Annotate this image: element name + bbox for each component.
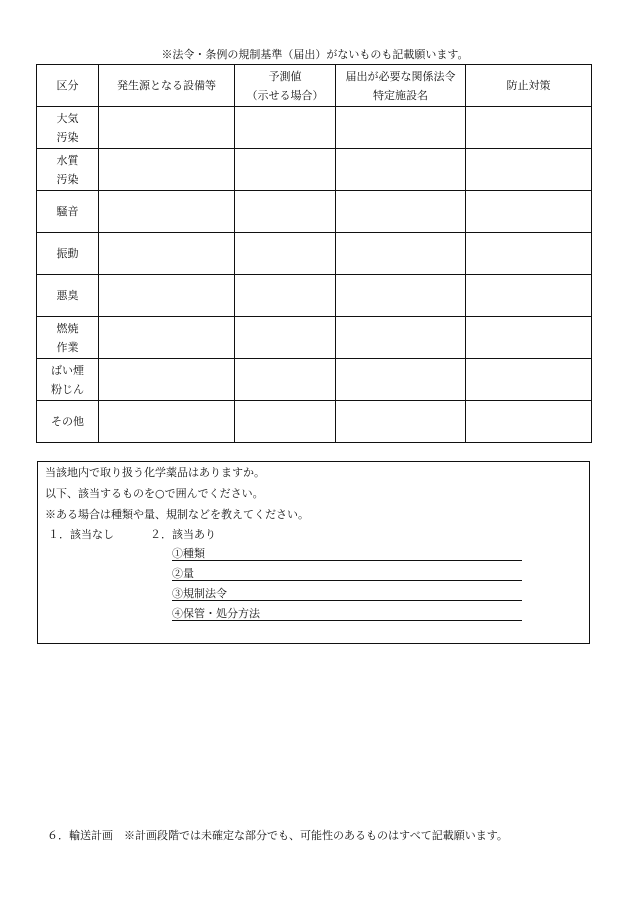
- law-facility-cell[interactable]: [336, 233, 466, 275]
- category-cell: [37, 233, 99, 275]
- header-category: [37, 65, 99, 107]
- category-label: 大気 汚染: [56, 111, 79, 144]
- countermeasure-cell[interactable]: [466, 359, 592, 401]
- source-equipment-cell[interactable]: [99, 359, 235, 401]
- header-law-facility: [336, 65, 466, 107]
- table-row: [37, 233, 592, 275]
- predicted-value-cell[interactable]: [235, 149, 336, 191]
- category-cell: [37, 149, 99, 191]
- predicted-value-cell[interactable]: [235, 107, 336, 149]
- chemical-amount-field[interactable]: ②量: [172, 567, 522, 581]
- law-facility-cell[interactable]: [336, 359, 466, 401]
- category-label: 騒音: [56, 205, 79, 218]
- countermeasure-cell[interactable]: [466, 191, 592, 233]
- category-label: 悪臭: [56, 289, 79, 302]
- header-source-equipment: [99, 65, 235, 107]
- chemicals-note: ※ある場合は種類や量、規制などを教えてください。: [45, 508, 309, 521]
- chemicals-box: [37, 461, 590, 644]
- category-cell: [37, 275, 99, 317]
- table-row: [37, 107, 592, 149]
- countermeasure-cell[interactable]: [466, 149, 592, 191]
- law-facility-cell[interactable]: [336, 149, 466, 191]
- header-countermeasure-label: 防止対策: [506, 79, 551, 92]
- category-cell: [37, 401, 99, 443]
- chemical-storage-disposal-field[interactable]: ④保管・処分方法: [172, 607, 522, 621]
- header-predicted-value: [235, 65, 336, 107]
- category-cell: [37, 191, 99, 233]
- category-label: 燃焼 作業: [56, 321, 79, 354]
- source-equipment-cell[interactable]: [99, 149, 235, 191]
- source-equipment-cell[interactable]: [99, 401, 235, 443]
- countermeasure-cell[interactable]: [466, 233, 592, 275]
- law-facility-cell[interactable]: [336, 191, 466, 233]
- source-equipment-cell[interactable]: [99, 107, 235, 149]
- table-row: [37, 359, 592, 401]
- category-label: ばい煙 粉じん: [51, 363, 84, 396]
- source-equipment-cell[interactable]: [99, 191, 235, 233]
- source-equipment-cell[interactable]: [99, 317, 235, 359]
- option-some[interactable]: ２．該当あり: [150, 528, 216, 541]
- category-cell: [37, 107, 99, 149]
- category-cell: [37, 317, 99, 359]
- chemicals-question: 当該地内で取り扱う化学薬品はありますか。: [45, 466, 265, 479]
- header-countermeasure: [466, 65, 592, 107]
- countermeasure-cell[interactable]: [466, 317, 592, 359]
- table-header-row: [37, 65, 592, 107]
- table-body: [37, 107, 592, 443]
- table-row: [37, 317, 592, 359]
- predicted-value-cell[interactable]: [235, 359, 336, 401]
- environment-table: [36, 64, 592, 443]
- law-facility-cell[interactable]: [336, 401, 466, 443]
- source-equipment-cell[interactable]: [99, 275, 235, 317]
- table-row: [37, 149, 592, 191]
- law-facility-cell[interactable]: [336, 107, 466, 149]
- option-none[interactable]: １．該当なし: [48, 528, 114, 541]
- countermeasure-cell[interactable]: [466, 401, 592, 443]
- countermeasure-cell[interactable]: [466, 275, 592, 317]
- header-predicted-value-label: 予測値 （示せる場合）: [246, 69, 324, 102]
- transport-plan-heading: ６．輸送計画 ※計画段階では未確定な部分でも、可能性のあるものはすべて記載願います。: [47, 829, 508, 842]
- category-cell: [37, 359, 99, 401]
- countermeasure-cell[interactable]: [466, 107, 592, 149]
- category-label: 振動: [56, 247, 79, 260]
- category-label: その他: [51, 415, 84, 428]
- predicted-value-cell[interactable]: [235, 191, 336, 233]
- table-row: [37, 191, 592, 233]
- law-facility-cell[interactable]: [336, 317, 466, 359]
- predicted-value-cell[interactable]: [235, 275, 336, 317]
- table-row: [37, 401, 592, 443]
- chemicals-instruction: 以下、該当するものを○で囲んでください。: [45, 487, 264, 500]
- category-label: 水質 汚染: [56, 153, 79, 186]
- predicted-value-cell[interactable]: [235, 233, 336, 275]
- source-equipment-cell[interactable]: [99, 233, 235, 275]
- table-row: [37, 275, 592, 317]
- predicted-value-cell[interactable]: [235, 401, 336, 443]
- header-law-facility-label: 届出が必要な関係法令 特定施設名: [345, 69, 456, 102]
- header-category-label: 区分: [56, 79, 79, 92]
- predicted-value-cell[interactable]: [235, 317, 336, 359]
- law-facility-cell[interactable]: [336, 275, 466, 317]
- header-source-equipment-label: 発生源となる設備等: [117, 79, 216, 92]
- chemical-type-field[interactable]: ①種類: [172, 547, 522, 561]
- chemical-regulation-field[interactable]: ③規制法令: [172, 587, 522, 601]
- note-text: ※法令・条例の規制基準（届出）がないものも記載願います。: [161, 48, 469, 61]
